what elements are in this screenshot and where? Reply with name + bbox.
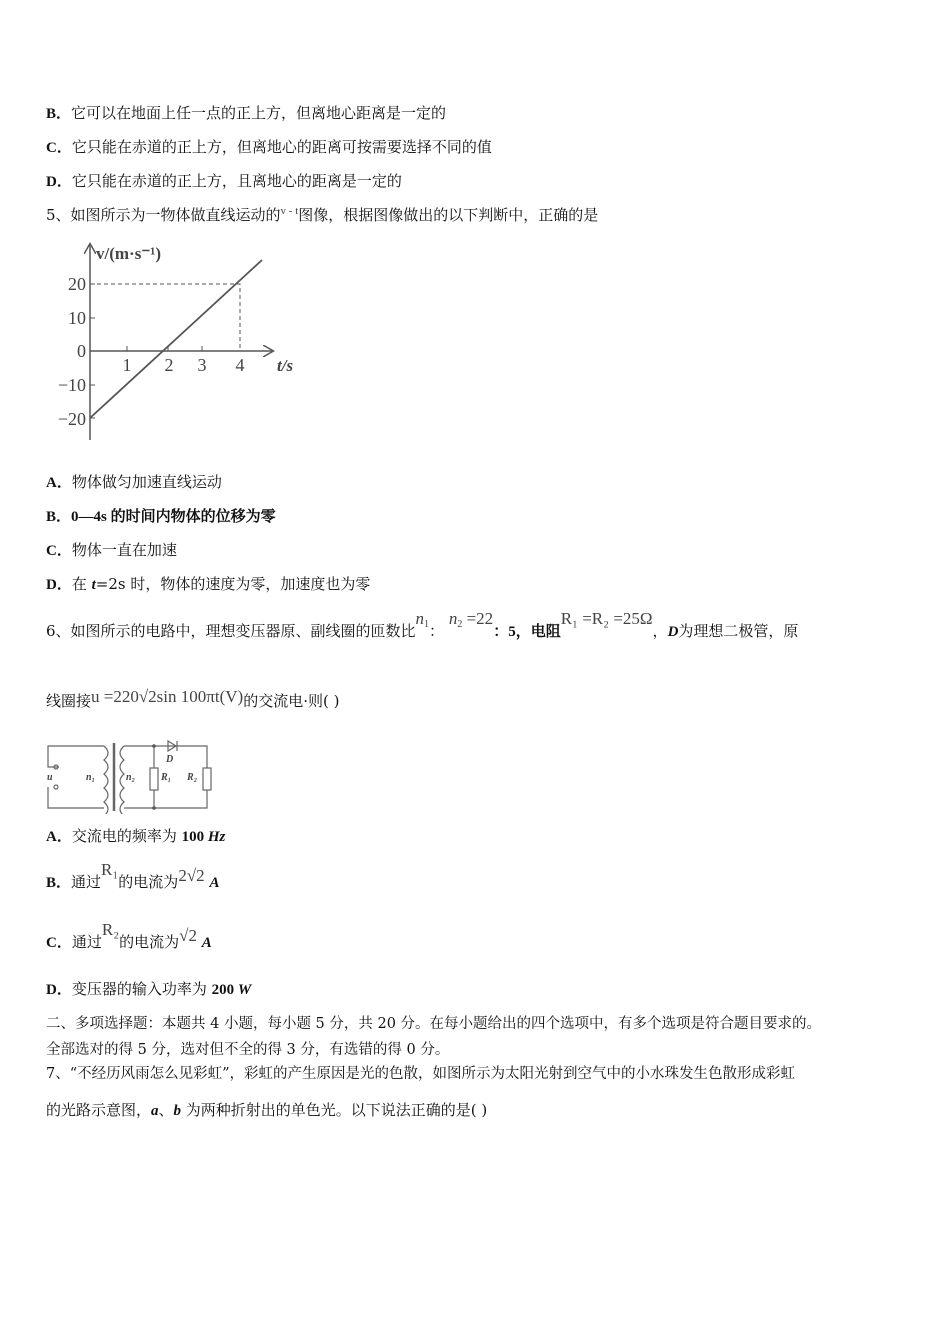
stem-text: 线圈接 [46,692,92,710]
stem-math: v - t [280,205,299,217]
option-unit: W [237,982,252,998]
stem-text: ， [652,622,668,640]
option-text: 的电流为 [118,873,179,891]
option-text: 0—4s 的时间内物体的位移为零 [71,509,276,525]
stem-text: ： [429,622,445,640]
stem-text: 、 [158,1101,174,1119]
option-label: B． [46,875,72,891]
q6-stem-line1 [46,609,799,642]
option-label: D． [46,577,72,593]
y-tick: −10 [57,375,86,395]
option-text: 它可以在地面上任一点的正上方，但离地心距离是一定的 [71,104,447,122]
r1-label: R₁ [161,772,172,783]
voltage-expr: u =220√2sin 100πt(V) [91,687,244,706]
option-value: 100 [181,829,208,845]
section-heading: 二、多项选择题：本题共 4 小题，每小题 5 分，共 20 分。在每小题给出的四个选项中，有多个选项是符合题目要求的。 [46,1016,822,1032]
option-math: t [91,577,96,593]
q7-stem-line1: 7、“不经历风雨怎么见彩虹”，彩虹的产生原因是光的色散，如图所示为太阳光射到空气中的小水珠发生色散形成彩虹 [46,1066,796,1082]
circuit-diagram [44,738,219,814]
resistance-expr: R₁ =R₂ =25Ω [560,609,653,628]
n2-sub: 2 [457,619,463,630]
r2-label: R₂ [187,772,198,783]
option-text: 的电流为 [119,933,180,951]
q7-stem-line2 [46,1099,487,1120]
option-unit: A [209,875,220,891]
x-tick: 2 [164,355,174,375]
resistor-symbol: R₁ [101,860,119,879]
q5-option-b [46,505,276,526]
q4-option-c [46,136,492,157]
ray-a: a [151,1103,159,1119]
n1-symbol: n [415,609,425,628]
q6-option-b [46,860,220,892]
stem-text: ：5，电阻 [493,624,561,640]
option-text: 物体一直在加速 [71,541,177,559]
q4-option-d [46,170,402,191]
option-label: C． [46,935,72,951]
section-instructions: 全部选对的得 5 分，选对但不全的得 3 分，有选错的得 0 分。 [46,1042,450,1058]
y-tick: 0 [77,341,86,361]
n2-label: n₂ [126,772,136,783]
vt-graph [40,235,320,445]
n1-sub: 1 [424,619,430,630]
option-text: 物体做匀加速直线运动 [71,473,222,491]
option-label: B． [46,509,72,525]
q4-option-b [46,102,446,123]
option-text: 交流电的频率为 [71,827,182,845]
option-label: A． [46,829,72,845]
ray-b: b [173,1103,182,1119]
q5-stem [46,204,598,225]
n2-value: =22 [462,609,494,628]
option-unit: Hz [207,829,226,845]
stem-text: 图像，根据图像做出的以下判断中，正确的是 [298,206,599,224]
y-axis-label: v/(m·s⁻¹) [96,244,162,263]
option-text: 变压器的输入功率为 [71,980,212,998]
y-tick: 20 [68,274,86,294]
x-axis-label: t/s [277,356,294,375]
option-label: B． [46,106,72,122]
q6-option-c [46,920,212,952]
stem-text: 为两种折射出的单色光。以下说法正确的是( ) [181,1101,488,1119]
y-tick: 10 [68,308,86,328]
n2-symbol: n [448,609,458,628]
option-value: √2 [179,926,197,945]
option-value: 2√2 [178,866,205,885]
option-text: =2s 时，物体的速度为零，加速度也为零 [95,575,371,593]
q5-option-c [46,539,177,560]
stem-text: 5、如图所示为一物体做直线运动的 [46,206,281,224]
option-label: C． [46,543,72,559]
stem-text: 的交流电·则( ) [243,692,340,710]
stem-text: 6、如图所示的电路中，理想变压器原、副线圈的匝数比 [46,622,416,640]
option-label: D． [46,982,72,998]
resistor-symbol: R₂ [101,920,120,939]
n1-label: n₁ [86,772,96,783]
stem-text: 为理想二极管，原 [678,622,799,640]
q5-option-d [46,573,370,594]
option-text: 通过 [71,873,102,891]
option-text: 在 [71,575,92,593]
option-value: 200 [211,982,238,998]
option-unit: A [201,935,212,951]
option-text: 它只能在赤道的正上方，且离地心的距离是一定的 [71,172,402,190]
q5-option-a [46,471,222,492]
y-tick: −20 [57,409,86,429]
diode-symbol: D [667,624,679,640]
option-text: 它只能在赤道的正上方，但离地心的距离可按需要选择不同的值 [71,138,492,156]
x-tick: 1 [122,355,132,375]
q6-stem-line2 [46,687,340,711]
q6-option-a [46,825,225,846]
option-text: 通过 [71,933,102,951]
diode-label: D [166,754,174,765]
q6-option-d [46,978,251,999]
u-label: u [47,772,53,783]
x-tick: 4 [235,355,245,375]
option-label: A． [46,475,72,491]
guide-dash [90,284,240,351]
x-tick: 3 [197,355,207,375]
stem-text: 的光路示意图， [46,1101,152,1119]
option-label: C． [46,140,72,156]
option-label: D． [46,174,72,190]
